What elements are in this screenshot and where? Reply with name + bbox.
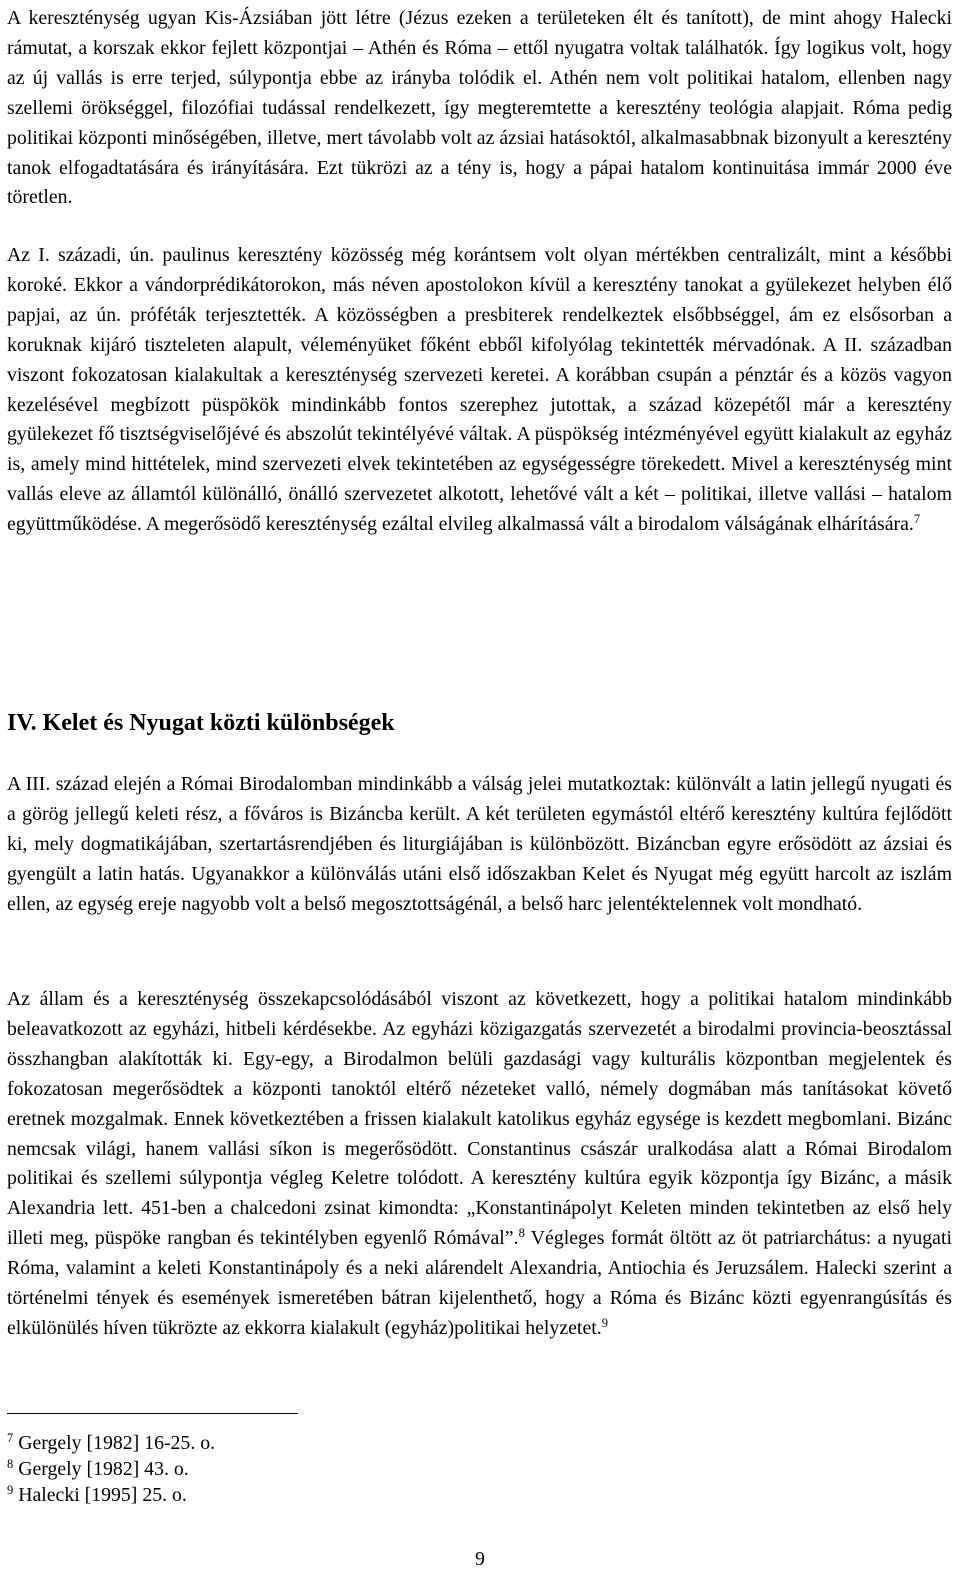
footnote-number-9: 9 (7, 1483, 14, 1497)
paragraph-4-text-b: Végleges formát öltött az öt patriarchátus: a nyugati Róma, valamint a keleti Konstantinápoly és a neki alárendelt Alexandria, Antiochia és Jeruzsálem. Halecki szerint a történelmi tények és események ismeretében bátran kijelenthető, hogy a Róma és Bizánc közti egyenrangúsítás és elkülönülés híven tükrözte az ekkorra kialakult (egyház)politikai helyzetet. (7, 1227, 952, 1339)
footnote-text-8: Gergely [1982] 43. o. (13, 1458, 189, 1480)
footnote-number-8: 8 (7, 1457, 14, 1471)
footnote-text-9: Halecki [1995] 25. o. (13, 1484, 187, 1506)
paragraph-3: A III. század elején a Római Birodalomban mindinkább a válság jelei mutatkoztak: különvált a latin jellegű nyugati és a görög jellegű keleti rész, a főváros is Bizáncba került. A két területen egymástól eltérő keresztény kultúra fejlődött ki, mely dogmatikájában, szertartásrendjében és liturgiájában is különbözött. Bizáncban egyre erősödött az ázsiai és gyengült a latin hatás. Ugyanakkor a különválás utáni első időszakban Kelet és Nyugat még együtt harcolt az iszlám ellen, az egység ereje nagyobb volt a belső megosztottságénál, a belső harc jelentéktelennek volt mondható. (7, 773, 952, 915)
footnote-ref-7[interactable]: 7 (913, 512, 921, 527)
paragraph-1: A kereszténység ugyan Kis-Ázsiában jött létre (Jézus ezeken a területeken élt és tanított), de mint ahogy Halecki rámutat, a korszak ekkor fejlett központjai – Athén és Róma – ettől nyugatra voltak találhatók. Így logikus volt, hogy az új vallás is erre terjed, súlypontja ebbe az irányba tolódik el. Athén nem volt politikai hatalom, ellenben nagy szellemi örökséggel, filozófiai tudással rendelkezett, így megteremtette a keresztény teológia alapjait. Róma pedig politikai központi minőségében, illetve, mert távolabb volt az ázsiai hatásoktól, alkalmasabbnak bizonyult a keresztény tanok elfogadtatására és irányítására. Ezt tükrözi az a tény is, hogy a pápai hatalom kontinuitása immár 2000 éve töretlen. (7, 7, 953, 209)
footnote-ref-8[interactable]: 8 (518, 1226, 525, 1241)
footnote-7 (7, 1430, 215, 1456)
footnote-ref-9[interactable]: 9 (601, 1315, 609, 1330)
footnote-text-7: Gergely [1982] 16-25. o. (13, 1432, 216, 1454)
page-number: 9 (475, 1548, 485, 1570)
paragraph-2-text: Az I. századi, ún. paulinus keresztény közösség még korántsem volt olyan mértékben centralizált, mint a későbbi koroké. Ekkor a vándorprédikátorokon, más néven apostolokon kívül a keresztény tanokat a gyülekezet helyben élő papjai, az ún. próféták terjesztették. A közösségben a presbiterek rendelkeztek elsőbbséggel, ám ez elsősorban a koruknak kijáró tiszteleten alapult, véleményüket főként ebből kifolyólag tekintették mérvadónak. A II. században viszont fokozatosan kialakultak a kereszténység szervezeti keretei. A korábban csupán a pénztár és a közös vagyon kezelésével megbízott püspökök mindinkább fontos szerephez jutottak, a század közepétől már a keresztény gyülekezet fő tisztségviselőjévé és abszolút tekintélyévé váltak. A püspökség intézményével együtt kialakult az egyház is, amely mind hittételek, mind szervezeti elvek tekintetében az egységességre törekedett. Mivel a kereszténység mint vallás eleve az államtól különálló, önálló szervezetet alkotott, lehetővé vált a két – politikai, illetve vallási – hatalom együttműködése. A megerősödő kereszténység ezáltal elvileg alkalmassá vált a birodalom válságának elhárítására. (7, 244, 952, 536)
paragraph-2 (7, 241, 952, 540)
paragraph-4-text-a: Az állam és a kereszténység összekapcsolódásából viszont az következett, hogy a politikai hatalom mindinkább beleavatkozott az egyházi, hitbeli kérdésekbe. Az egyházi közigazgatás szervezetét a birodalmi provincia-beosztással összhangban alakították ki. Egy-egy, a Birodalmon belüli gazdasági vagy kulturális központban megjelentek és fokozatosan megerősödtek a központi tanoktól eltérő nézeteket valló, némely dogmában más tanításokat követő eretnek mozgalmak. Ennek következtében a frissen kialakult katolikus egyház egysége is kezdett megbomlani. Bizánc nemcsak világi, hanem vallási síkon is megerősödött. Constantinus császár uralkodása alatt a Római Birodalom politikai és szellemi súlypontja végleg Keletre tolódott. A keresztény kultúra egyik központja így Bizánc, a másik Alexandria lett. 451-ben a chalcedoni zsinat kimondta: „Konstantinápolyt Keleten minden tekintetben az első hely illeti meg, püspöke rangban és tekintélyben egyenlő Rómával”. (7, 988, 952, 1250)
footnote-9 (7, 1482, 187, 1508)
paragraph-4 (7, 985, 952, 1344)
footnote-separator (7, 1413, 298, 1414)
section-heading: IV. Kelet és Nyugat közti különbségek (7, 710, 395, 736)
footnote-8 (7, 1456, 189, 1482)
footnote-number-7: 7 (7, 1431, 14, 1445)
